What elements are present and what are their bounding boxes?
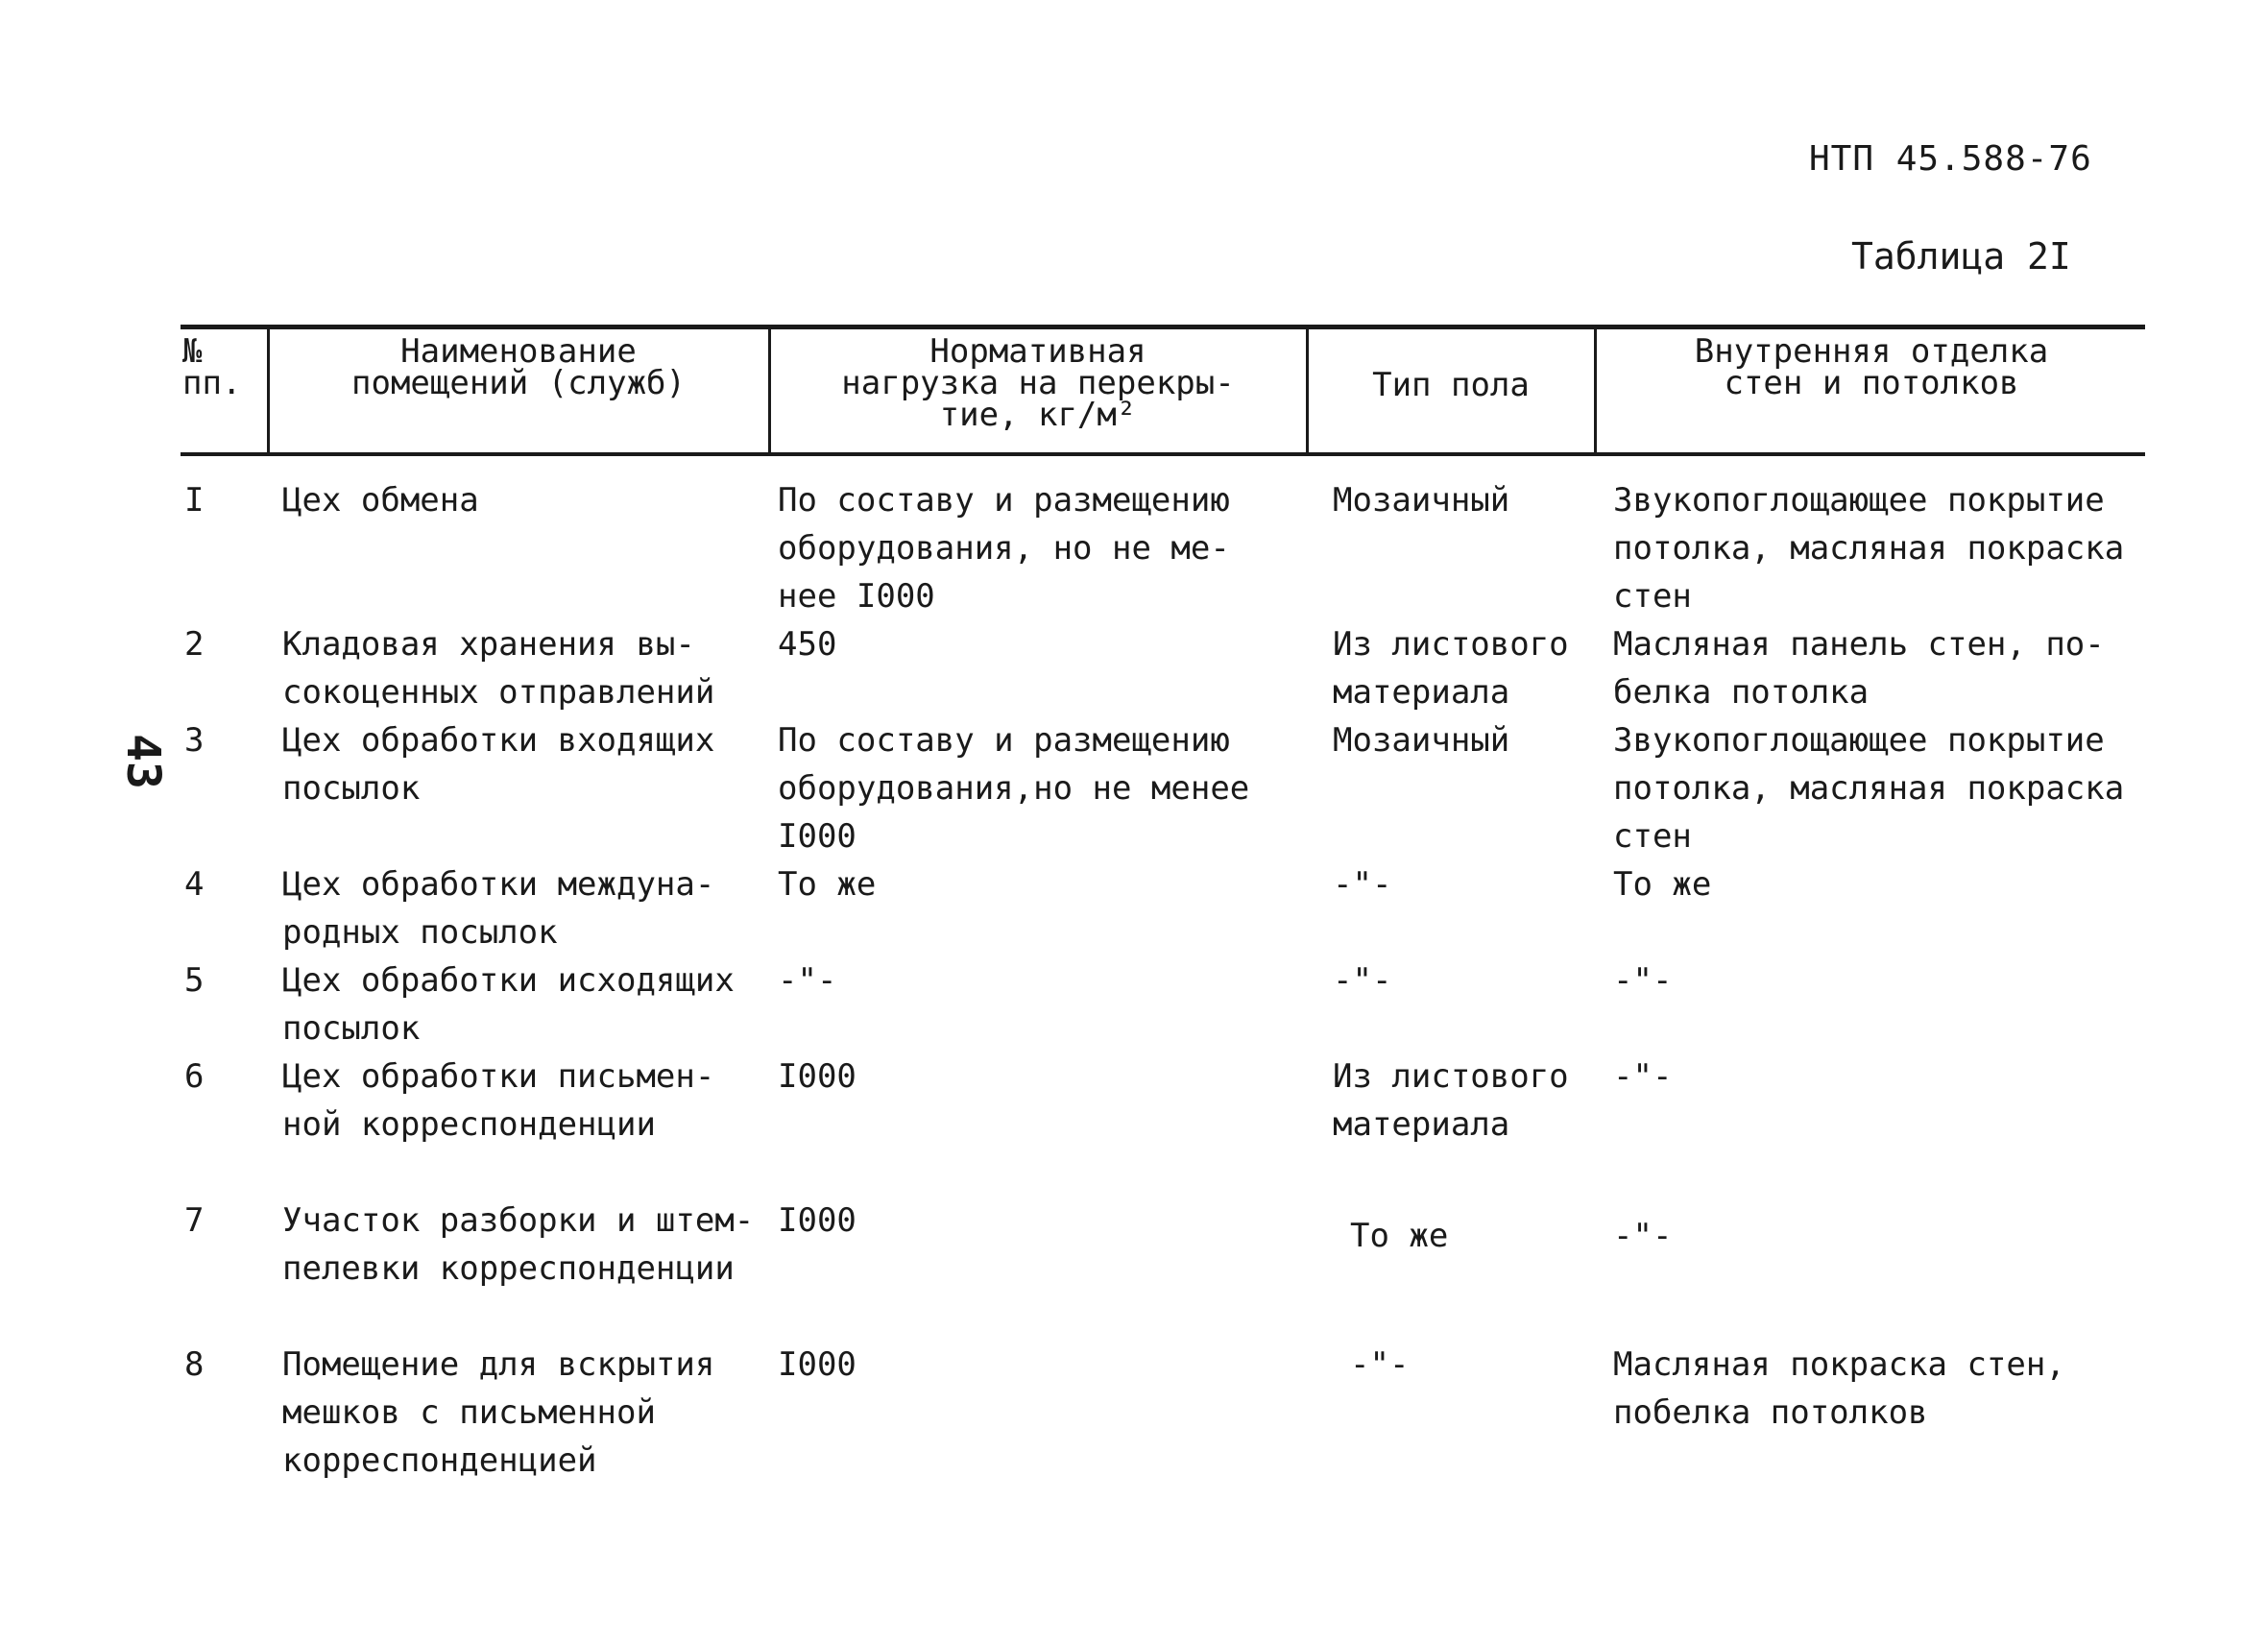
row-load: 450 <box>778 625 837 664</box>
row-load: I000 <box>778 1201 857 1240</box>
row-floor-type: То же <box>1350 1217 1449 1255</box>
row-room-name: Цех обработки входящих посылок <box>282 721 715 808</box>
row-room-name: Цех обработки междуна- родных посылок <box>282 865 715 952</box>
row-floor-type: Мозаичный <box>1333 721 1510 760</box>
header-number: № пп. <box>182 332 242 402</box>
document-code: НТП 45.588-76 <box>1809 139 2092 179</box>
table-top-rule <box>181 325 2145 329</box>
row-finish: Звукопоглощающее покрытие потолка, масляная покраска стен <box>1613 481 2125 616</box>
header-finish: Внутренняя отделка стен и потолков <box>1694 332 2049 402</box>
row-room-name: Кладовая хранения вы- сокоценных отправлений <box>282 625 715 712</box>
header-floor-type: Тип пола <box>1372 366 1530 404</box>
row-finish: То же <box>1613 865 1712 904</box>
row-room-name: Цех обмена <box>282 481 479 520</box>
header-room-name: Наименование помещений (служб) <box>351 332 686 402</box>
table-label: Таблица 2I <box>1851 235 2071 278</box>
row-room-name: Помещение для вскрытия мешков с письменной корреспонденцией <box>282 1345 715 1480</box>
column-divider <box>267 328 270 452</box>
row-number: 4 <box>184 865 205 904</box>
header-load: Нормативная нагрузка на перекры- тие, кг/м² <box>841 332 1235 434</box>
row-room-name: Цех обработки исходящих посылок <box>282 961 735 1048</box>
row-finish: -"- <box>1613 1057 1673 1096</box>
column-divider <box>1594 328 1597 452</box>
column-divider <box>768 328 771 452</box>
row-load: То же <box>778 865 877 904</box>
row-floor-type: Мозаичный <box>1333 481 1510 520</box>
row-finish: -"- <box>1613 1217 1673 1255</box>
row-finish: Масляная панель стен, по- белка потолка <box>1613 625 2105 712</box>
row-load: -"- <box>778 961 837 1000</box>
row-finish: Звукопоглощающее покрытие потолка, масляная покраска стен <box>1613 721 2125 856</box>
row-finish: Масляная покраска стен, побелка потолков <box>1613 1345 2065 1432</box>
row-floor-type: -"- <box>1350 1345 1410 1384</box>
row-finish: -"- <box>1613 961 1673 1000</box>
row-number: 5 <box>184 961 205 1000</box>
row-room-name: Участок разборки и штем- пелевки корреспонденции <box>282 1201 755 1288</box>
row-number: I <box>184 481 205 520</box>
row-number: 6 <box>184 1057 205 1096</box>
row-load: I000 <box>778 1057 857 1096</box>
row-floor-type: -"- <box>1333 961 1392 1000</box>
row-number: 8 <box>184 1345 205 1384</box>
row-floor-type: -"- <box>1333 865 1392 904</box>
row-number: 2 <box>184 625 205 664</box>
column-divider <box>1306 328 1309 452</box>
page-mark: 43 <box>115 734 170 789</box>
row-load: I000 <box>778 1345 857 1384</box>
row-floor-type: Из листового материала <box>1333 625 1569 712</box>
row-room-name: Цех обработки письмен- ной корреспонденции <box>282 1057 715 1144</box>
row-number: 3 <box>184 721 205 760</box>
row-load: По составу и размещению оборудования,но не менее I000 <box>778 721 1250 856</box>
row-load: По составу и размещению оборудования, но не ме- нее I000 <box>778 481 1230 616</box>
table-header-rule <box>181 452 2145 456</box>
row-number: 7 <box>184 1201 205 1240</box>
row-floor-type: Из листового материала <box>1333 1057 1569 1144</box>
